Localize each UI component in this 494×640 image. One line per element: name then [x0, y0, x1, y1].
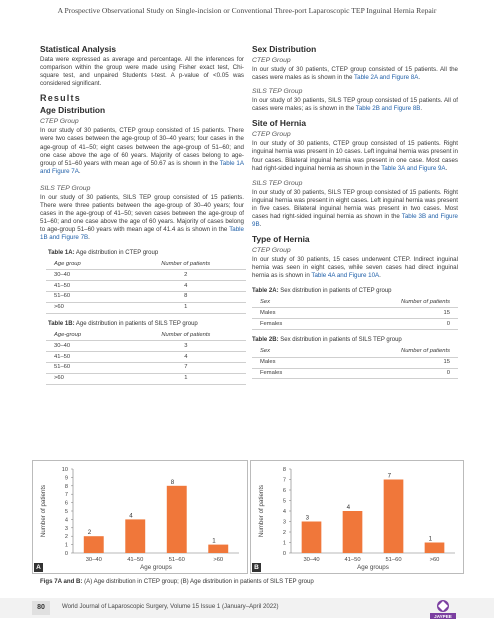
table-row [46, 270, 246, 281]
table1a-label: Table 1A: [48, 249, 75, 256]
ctep-group-subheading: CTEP Group [252, 57, 291, 64]
table-header-row [252, 347, 458, 357]
table-header: Number of patients [328, 298, 458, 308]
table-header: Age-group [46, 331, 126, 341]
table-row [46, 302, 246, 313]
table2b-title: Sex distribution in patients of SILS TEP group [278, 336, 402, 343]
y-tick-label: 2 [282, 530, 286, 536]
y-tick-label: 6 [282, 488, 286, 494]
table-cell: 1 [125, 302, 246, 313]
table-cell: 51–60 [46, 291, 125, 302]
data-label: 1 [212, 537, 216, 545]
bar [167, 486, 187, 553]
table1a-figure7a-link[interactable]: Table 1A and Figure 7A [40, 159, 244, 175]
table-cell: 7 [126, 362, 246, 373]
panel-letter-b: B [252, 563, 261, 572]
site-of-hernia-heading: Site of Hernia [252, 118, 306, 129]
statistical-analysis-heading: Statistical Analysis [40, 44, 117, 54]
table-row [252, 319, 458, 330]
table-header: Sex [252, 298, 328, 308]
bar [343, 511, 363, 553]
table-cell: 41–50 [46, 352, 126, 363]
table-header: Sex [252, 347, 328, 357]
figure-7b-chart [251, 461, 463, 573]
panel-letter-a: A [34, 563, 43, 572]
left-column [40, 44, 244, 387]
bar [384, 480, 404, 554]
table-cell: 3 [126, 341, 246, 352]
table-cell: 8 [125, 291, 246, 302]
running-header: A Prospective Observational Study on Single-incision or Conventional Three-port Laparoscopic TEP Inguinal Hernia Repair [57, 6, 437, 15]
sex-ctep-text: In our study of 30 patients, CTEP group consisted of 15 patients. All the cases were males as is shown in the [252, 66, 458, 82]
y-tick-label: 0 [64, 551, 68, 557]
x-tick-label: 30–40 [303, 557, 320, 563]
x-tick-label: 51–60 [168, 557, 185, 563]
y-tick-label: 8 [64, 483, 68, 490]
site-sils-paragraph: In our study of 30 patients, SILS TEP group consisted of 15 patients. Right inguinal hernia was present in eight cases. Left inguinal hernia was present in five cases. Bilateral inguinal hernia was present in two cases. Most cases had right-sided inguinal hernia as shown in the Table 3B and Figure 9B. [252, 188, 458, 229]
table-1a [46, 260, 246, 314]
site-sils-text: In our study of 30 patients, SILS TEP group consisted of 15 patients. Right inguinal hernia was present in eight cases. Left inguinal hernia was present in five cases. Bilateral inguinal hernia was present in two cases. Most cases had right-sided inguinal hernia as shown in the [252, 188, 458, 221]
table-header-row [46, 331, 246, 341]
table-cell: 15 [328, 357, 458, 368]
x-axis-label: Age groups [140, 564, 172, 571]
y-tick-label: 5 [282, 498, 286, 505]
table-cell: 0 [328, 319, 458, 330]
table4a-figure10a-link[interactable]: Table 4A and Figure 10A [311, 272, 380, 280]
age-distribution-heading: Age Distribution [40, 105, 106, 116]
right-column [252, 44, 458, 381]
table-cell: Males [252, 308, 328, 319]
results-heading: Results [40, 93, 81, 104]
table2a-title: Sex distribution in patients of CTEP group [278, 287, 392, 294]
data-label: 7 [387, 472, 392, 480]
table-cell: Females [252, 319, 328, 330]
table-2a [252, 298, 458, 330]
table-row [46, 373, 246, 384]
table-header: Age group [46, 260, 125, 270]
y-tick-label: 2 [64, 534, 68, 541]
table-header-row [46, 260, 246, 270]
ctep-group-subheading: CTEP Group [252, 131, 291, 139]
table-cell: 0 [328, 368, 458, 379]
table-cell: 2 [125, 270, 246, 281]
figure-7b-panel [250, 460, 464, 574]
y-tick-label: 8 [282, 467, 286, 473]
y-tick-label: 5 [64, 509, 68, 515]
journal-citation: World Journal of Laparoscopic Surgery, Volume 15 Issue 1 (January–April 2022) [62, 603, 279, 610]
table-1b [46, 331, 246, 385]
bar [425, 543, 445, 554]
y-tick-label: 3 [64, 525, 68, 532]
table-cell: Males [252, 357, 328, 368]
y-axis-label: Number of patients [258, 484, 265, 538]
y-axis-label: Number of patients [40, 484, 47, 538]
y-tick-label: 1 [282, 540, 286, 547]
y-tick-label: 7 [282, 477, 286, 484]
table-cell: 15 [328, 308, 458, 319]
bar [125, 519, 145, 553]
bar [84, 536, 104, 553]
table-header-row [252, 298, 458, 308]
table-row [46, 341, 246, 352]
ctep-group-subheading: CTEP Group [40, 118, 79, 126]
table2b-label: Table 2B: [252, 336, 279, 343]
table2b-figure8b-link[interactable]: Table 2B and Figure 8B [355, 105, 421, 113]
y-tick-label: 10 [61, 467, 68, 473]
x-tick-label: >60 [429, 557, 440, 563]
table-cell: 30–40 [46, 270, 125, 281]
table-cell: 4 [126, 352, 246, 363]
x-axis-label: Age groups [357, 564, 389, 571]
figure-caption [40, 578, 314, 585]
figure-caption-text: (A) Age distribution in CTEP group; (B) Age distribution in patients of SILS TEP group [82, 578, 314, 585]
publisher-logo-icon [428, 598, 458, 620]
table1a-caption [48, 249, 244, 257]
type-of-hernia-heading: Type of Hernia [252, 234, 310, 245]
table-cell: 1 [126, 373, 246, 384]
y-tick-label: 0 [282, 551, 286, 557]
age-ctep-text: In our study of 30 patients, CTEP group consisted of 15 patients. There were two cases between the age-group of 30–40 years; four cases in the age-group of 41–50; eight cases between the age-group of 51–60; and one case above the age of 60 years. Majority of cases belong to age-group of 51–60 years with mean age of 50.67 as is shown in the [40, 127, 244, 167]
page-number: 80 [32, 601, 50, 615]
table2a-label: Table 2A: [252, 287, 279, 294]
table-row [252, 368, 458, 379]
publisher-logo-text: JAYPEE [434, 614, 452, 619]
x-tick-label: 51–60 [385, 557, 402, 563]
table-row [46, 291, 246, 302]
table2a-caption [252, 287, 458, 295]
y-tick-label: 3 [282, 519, 286, 526]
table-row [46, 281, 246, 292]
table-row [252, 308, 458, 319]
table1b-caption [48, 320, 244, 328]
sex-distribution-heading: Sex Distribution [252, 44, 317, 54]
site-ctep-paragraph: In our study of 30 patients, CTEP group consisted of 15 patients. Right inguinal hernia was present in 10 cases. Left inguinal hernia was present in four cases. Bilateral inguinal hernia was present in one case. Most cases had right-sided inguinal hernia as shown in the Table 3A and Figure 9A. [252, 140, 458, 172]
table-cell: 4 [125, 281, 246, 292]
age-ctep-paragraph: In our study of 30 patients, CTEP group consisted of 15 patients. There were two cases between the age-group of 30–40 years; four cases in the age-group of 41–50; eight cases between the age-group of 51–60; and one case above the age of 60 years. Majority of cases belong to age-group of 51–60 years with mean age of 50.67 as is shown in the Table 1A and Figure 7A. [40, 127, 244, 175]
x-tick-label: 41–50 [127, 557, 144, 563]
data-label: 1 [428, 535, 433, 543]
data-label: 3 [305, 514, 310, 522]
age-sils-text: In our study of 30 patients, SILS TEP group consisted of 15 patients. There were three patients between the age-group of 30–40 years; four cases in the age-group of 41–50; seven cases between the age-group of 51–60; and one case above the age of 60 years. Majority of cases belong to age-group 51–60 years with mean age of 41.4 as is shown in the [40, 193, 244, 234]
data-label: 8 [170, 478, 175, 486]
x-tick-label: 30–40 [85, 557, 102, 563]
figure-7a-chart [33, 461, 247, 573]
type-ctep-text: In our study of 30 patients, 15 cases underwent CTEP. Indirect inguinal hernia was seen in eight cases, while seven cases had direct inguinal hernia as is shown in [252, 256, 458, 280]
table1b-figure7b-link[interactable]: Table 1B and Figure 7B [40, 226, 244, 242]
x-tick-label: >60 [213, 557, 224, 563]
sex-sils-paragraph: In our study of 30 patients, SILS TEP group consisted of 15 patients. All of cases were males; as is shown in the Table 2B and Figure 8B. [252, 97, 458, 113]
table3b-figure9b-link[interactable]: Table 3B and Figure 9B [252, 213, 458, 229]
table2a-figure8a-link[interactable]: Table 2A and Figure 8A [354, 74, 419, 82]
sils-group-subheading: SILS TEP Group [252, 88, 303, 96]
table1a-title: Age distribution in CTEP group [74, 249, 159, 256]
sex-sils-text: In our study of 30 patients, SILS TEP group consisted of 15 patients. All of cases were males; as is shown in the [252, 97, 458, 113]
table2b-caption [252, 336, 458, 344]
bar [302, 522, 322, 554]
table1b-label: Table 1B: [48, 320, 75, 327]
table1b-title: Age distribution in patients of SILS TEP group [74, 320, 198, 327]
table-row [46, 352, 246, 363]
y-tick-label: 9 [64, 475, 68, 482]
figure-7a-panel [32, 460, 248, 574]
y-tick-label: 6 [64, 500, 68, 507]
site-ctep-text: In our study of 30 patients, CTEP group consisted of 15 patients. Right inguinal hernia was present in 10 cases. Left inguinal hernia was present in four cases. Bilateral inguinal hernia was present in one case. Most cases had right-sided inguinal hernia as shown in the [252, 140, 458, 172]
figure-caption-label: Figs 7A and B: [40, 578, 83, 585]
publisher-logo [428, 598, 458, 625]
table-cell: >60 [46, 373, 126, 384]
table-cell: 41–50 [46, 281, 125, 292]
table-header: Number of patients [328, 347, 458, 357]
table-row [252, 357, 458, 368]
data-label: 2 [87, 529, 92, 537]
table-cell: >60 [46, 302, 125, 313]
table-cell: 51–60 [46, 362, 126, 373]
table-cell: 30–40 [46, 341, 126, 352]
type-ctep-paragraph: In our study of 30 patients, 15 cases underwent CTEP. Indirect inguinal hernia was seen in eight cases, while seven cases had direct inguinal hernia as is shown in Table 4A and Figure 10A. [252, 256, 458, 280]
table-header: Number of patients [126, 331, 246, 341]
y-tick-label: 1 [64, 542, 68, 549]
table-cell: Females [252, 368, 328, 379]
data-label: 4 [346, 504, 351, 511]
bar [208, 545, 228, 553]
sils-group-subheading: SILS TEP Group [40, 184, 91, 192]
ctep-group-subheading: CTEP Group [252, 247, 291, 255]
sex-ctep-paragraph: In our study of 30 patients, CTEP group consisted of 15 patients. All the cases were males as is shown in the Table 2A and Figure 8A. [252, 66, 458, 82]
sils-group-subheading: SILS TEP Group [252, 179, 303, 187]
table-2b [252, 347, 458, 379]
y-tick-label: 4 [64, 517, 68, 524]
figure-7 [32, 460, 462, 572]
statistical-analysis-text: Data were expressed as average and percentage. All the inferences for comparison within the group were made using Fisher exact test, Chi-square test, and unpaired Students t-test. A p-value of <0.05 was considered significant. [40, 56, 244, 88]
data-label: 4 [129, 512, 133, 520]
age-sils-paragraph: In our study of 30 patients, SILS TEP group consisted of 15 patients. There were three patients between the age-group of 30–40 years; four cases in the age-group of 41–50; seven cases between the age-group of 51–60; and one case above the age of 60 years. Majority of cases belong to age-group 51–60 years with mean age of 41.4 as is shown in the Table 1B and Figure 7B. [40, 193, 244, 242]
table-header: Number of patients [125, 260, 246, 270]
y-tick-label: 7 [64, 492, 68, 499]
table3a-figure9a-link[interactable]: Table 3A and Figure 9A [381, 164, 446, 172]
table-row [46, 362, 246, 373]
y-tick-label: 4 [282, 509, 286, 515]
x-tick-label: 41–50 [344, 557, 361, 563]
